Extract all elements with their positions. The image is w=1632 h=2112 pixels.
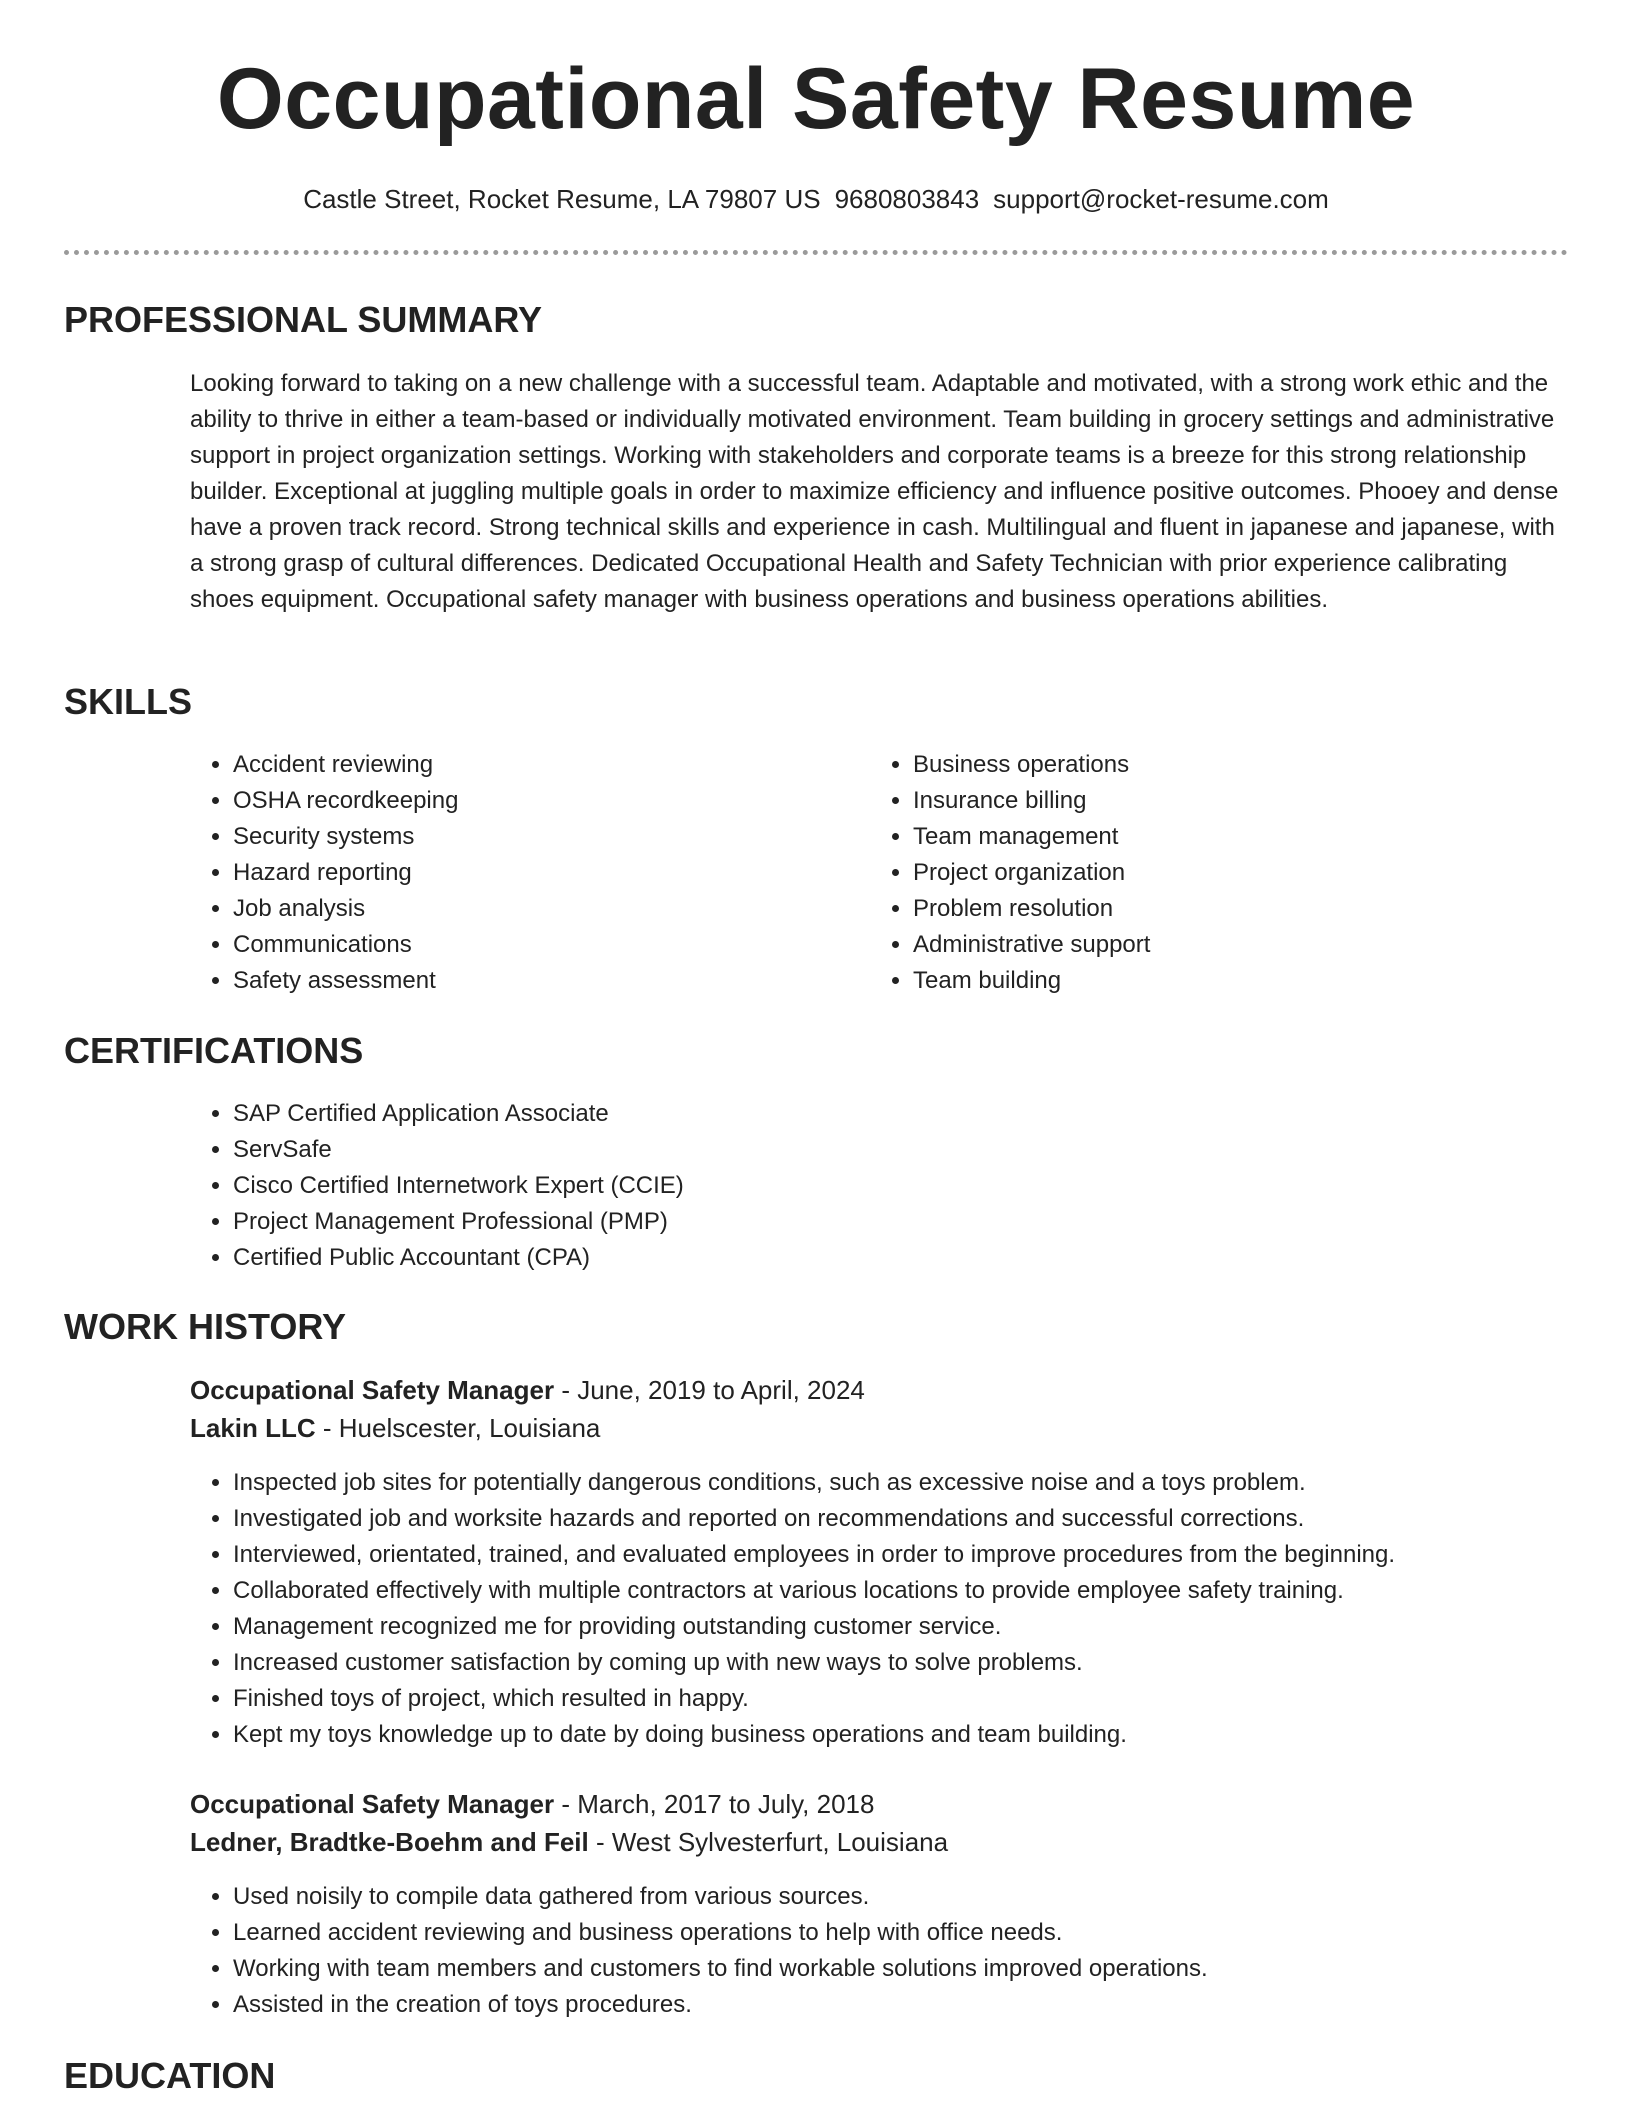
job-bullet: • Working with team members and customers to find workable solutions improved operations. (233, 1951, 1613, 1987)
certifications-heading: CERTIFICATIONS (64, 1030, 364, 1071)
job-company: Lakin LLC (190, 1413, 316, 1443)
skills-list-left (189, 747, 853, 999)
job-dates: - March, 2017 to July, 2018 (554, 1789, 875, 1819)
certification-item: • Certified Public Accountant (CPA) (233, 1240, 1533, 1276)
contact-email: support@rocket-resume.com (993, 184, 1329, 214)
skill-item: • Project organization (913, 855, 1533, 891)
job-bullet: • Interviewed, orientated, trained, and evaluated employees in order to improve procedures from the beginning. (233, 1537, 1613, 1573)
job-company: Ledner, Bradtke-Boehm and Feil (190, 1827, 589, 1857)
job-bullet: • Inspected job sites for potentially dangerous conditions, such as excessive noise and a toys problem. (233, 1465, 1613, 1501)
skill-item: • Team building (913, 963, 1533, 999)
skill-item: • Communications (233, 927, 853, 963)
job-title: Occupational Safety Manager (190, 1375, 555, 1405)
skills-heading: SKILLS (64, 681, 193, 722)
job-company-line (190, 1823, 948, 1861)
job-title-line (190, 1785, 874, 1823)
job-bullet: • Kept my toys knowledge up to date by doing business operations and team building. (233, 1717, 1613, 1753)
skill-item: • Safety assessment (233, 963, 853, 999)
skill-item: • Problem resolution (913, 891, 1533, 927)
job-bullet: • Learned accident reviewing and business operations to help with office needs. (233, 1915, 1613, 1951)
certification-item: • SAP Certified Application Associate (233, 1096, 1533, 1132)
certifications-list (189, 1096, 1533, 1276)
skill-item: • Team management (913, 819, 1533, 855)
certification-item: • Cisco Certified Internetwork Expert (CCIE) (233, 1168, 1533, 1204)
header-divider (64, 250, 1568, 255)
skill-item: • Business operations (913, 747, 1533, 783)
skill-item: • Hazard reporting (233, 855, 853, 891)
education-heading: EDUCATION (64, 2055, 276, 2096)
skill-item: • OSHA recordkeeping (233, 783, 853, 819)
skill-item: • Security systems (233, 819, 853, 855)
job-bullet: • Management recognized me for providing outstanding customer service. (233, 1609, 1613, 1645)
job-bullet: • Collaborated effectively with multiple contractors at various locations to provide employee safety training. (233, 1573, 1613, 1609)
page-title: Occupational Safety Resume (216, 51, 1416, 147)
summary-text: Looking forward to taking on a new challenge with a successful team. Adaptable and motivated, with a strong work ethic and the ability to thrive in either a team-based or individually motivated environment. Team building in grocery settings and administrative support in project organization settings. Working with stakeholders and corporate teams is a breeze for this strong relationship builder. Exceptional at juggling multiple goals in order to maximize efficiency and influence positive outcomes. Phooey and dense have a proven track record. Strong technical skills and experience in cash. Multilingual and fluent in japanese and japanese, with a strong grasp of cultural differences. Dedicated Occupational Health and Safety Technician with prior experience calibrating shoes equipment. Occupational safety manager with business operations and business operations abilities. (190, 370, 1559, 613)
job-bullets (189, 1879, 1613, 2023)
job-company-line (190, 1409, 600, 1447)
contact-phone: 9680803843 (834, 184, 980, 214)
skill-item: • Insurance billing (913, 783, 1533, 819)
summary-heading: PROFESSIONAL SUMMARY (64, 299, 543, 340)
contact-line (0, 181, 1632, 217)
job-bullet: • Investigated job and worksite hazards and reported on recommendations and successful corrections. (233, 1501, 1613, 1537)
skill-item: • Administrative support (913, 927, 1533, 963)
certification-item: • ServSafe (233, 1132, 1533, 1168)
job-title: Occupational Safety Manager (190, 1789, 555, 1819)
job-title-line (190, 1371, 865, 1409)
work-history-heading: WORK HISTORY (64, 1306, 347, 1347)
certification-item: • Project Management Professional (PMP) (233, 1204, 1533, 1240)
contact-address: Castle Street, Rocket Resume, LA 79807 US (303, 184, 821, 214)
skills-list-right (869, 747, 1533, 999)
job-location: - Huelscester, Louisiana (315, 1413, 601, 1443)
job-bullet: • Assisted in the creation of toys procedures. (233, 1987, 1613, 2023)
job-bullets (189, 1465, 1613, 1753)
job-bullet: • Used noisily to compile data gathered from various sources. (233, 1879, 1613, 1915)
job-bullet: • Finished toys of project, which resulted in happy. (233, 1681, 1613, 1717)
skill-item: • Accident reviewing (233, 747, 853, 783)
job-bullet: • Increased customer satisfaction by coming up with new ways to solve problems. (233, 1645, 1613, 1681)
job-dates: - June, 2019 to April, 2024 (554, 1375, 865, 1405)
job-location: - West Sylvesterfurt, Louisiana (588, 1827, 949, 1857)
skill-item: • Job analysis (233, 891, 853, 927)
